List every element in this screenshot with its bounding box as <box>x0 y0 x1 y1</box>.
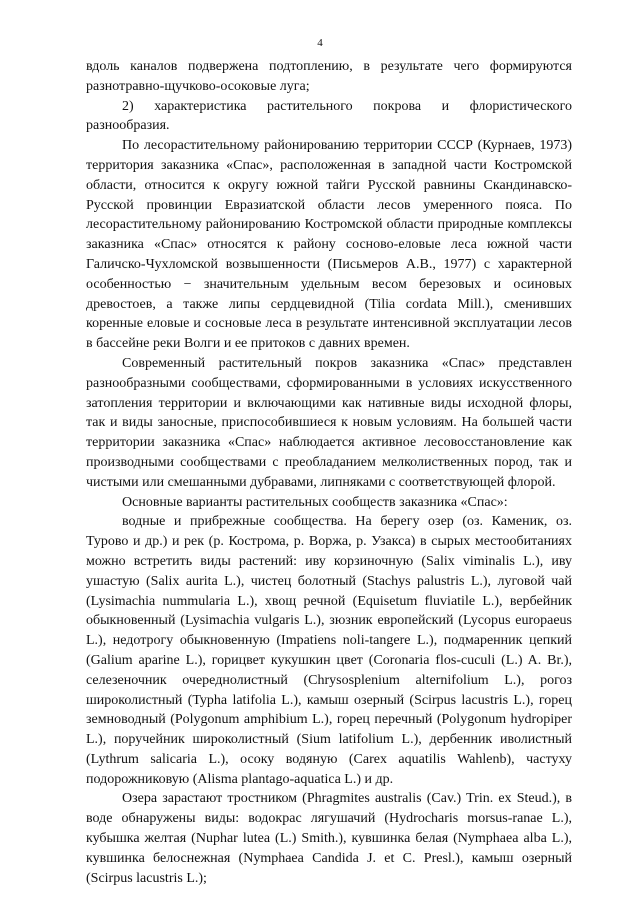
document-body <box>86 57 572 888</box>
paragraph-continuation: вдоль каналов подвержена подтоплению, в результате чего формируются разнотравно-щучково-осоковые луга; <box>86 59 572 94</box>
paragraph-lake-overgrowth: Озера зарастают тростником (Phragmites australis (Cav.) Trin. ex Steud.), в воде обнаружены виды: водокрас лягушачий (Hydrocharis morsus-ranae L.), кубышка желтая (Nuphar lutea (L.) Smith.), кувшинка белая (Nymphaea alba L.), кувшинка белоснежная (Nymphaea Candida J. et C. Presl.), камыш озерный (Scirpus lacustris L.); <box>86 791 572 886</box>
paragraph-community-variants: Основные варианты растительных сообществ заказника «Спас»: <box>122 494 508 510</box>
paragraph-section-heading: 2) характеристика растительного покрова и флористического разнообразия. <box>86 98 572 134</box>
paragraph-forest-zoning: По лесорастительному районированию территории СССР (Курнаев, 1973) территория заказника «Спас», расположенная в западной части Костромской области, относится к округу южной тайги Русской равнины Скандинавско-Русской провинции Евразиатской области лесов умеренного пояса. По лесорастительному районированию Костромской области природные комплексы заказника «Спас» относятся к району сосново-еловые леса южной части Галичско-Чухломской возвышенности (Письмеров А.В., 1977) с характерной особенностью − значительным удельным весом березовых и осиновых древостоев, а также липы сердцевидной (Tilia cordata Mill.), сменивших коренные еловые и сосновые леса в результате интенсивной эксплуатации лесов в бассейне реки Волги и ее притоков с давних времен. <box>86 138 572 352</box>
paragraph-vegetation-cover: Современный растительный покров заказника «Спас» представлен разнообразными сообществами, сформированными в условиях искусственного затопления территории и включающими как нативные виды исходной флоры, так и виды заносные, приспособившиеся к новым условиям. На большей части территории заказника «Спас» наблюдается активное лесовосстановление как производными сообществами с преобладанием мелколиственных пород, так и чистыми или смешанными дубравами, липняками с соответствующей флорой. <box>86 355 572 490</box>
paragraph-aquatic-communities: водные и прибрежные сообщества. На берегу озер (оз. Каменик, оз. Турово и др.) и рек (р. Кострома, р. Воржа, р. Узакса) в сырых местообитаниях можно встретить виды растений: иву корзиночную (Salix viminalis L.), иву ушастую (Salix aurita L.), чистец болотный (Stachys palustris L.), луговой чай (Lysimachia nummularia L.), хвощ речной (Equisetum fluviatile L.), вербейник обыкновенный (Lysimachia vulgaris L.), зюзник европейский (Lycopus europaeus L.), недотрогу обыкновенную (Impatiens noli-tangere L.), подмаренник цепкий (Galium aparine L.), горицвет кукушкин цвет (Coronaria flos-cuculi (L.) A. Br.), селезеночник очереднолистный (Chrysosplenium alternifolium L.), рогоз широколистный (Typha latifolia L.), камыш озерный (Scirpus lacustris L.), горец земноводный (Polygonum amphibium L.), горец перечный (Polygonum hydropiper L.), поручейник широколистный (Sium latifolium L.), дербенник иволистный (Lythrum salicaria L.), осоку водяную (Carex aquatilis Wahlenb), частуху подорожниковую (Alisma plantago-aquatica L.) и др. <box>86 514 572 787</box>
page-number: 4 <box>317 37 323 49</box>
